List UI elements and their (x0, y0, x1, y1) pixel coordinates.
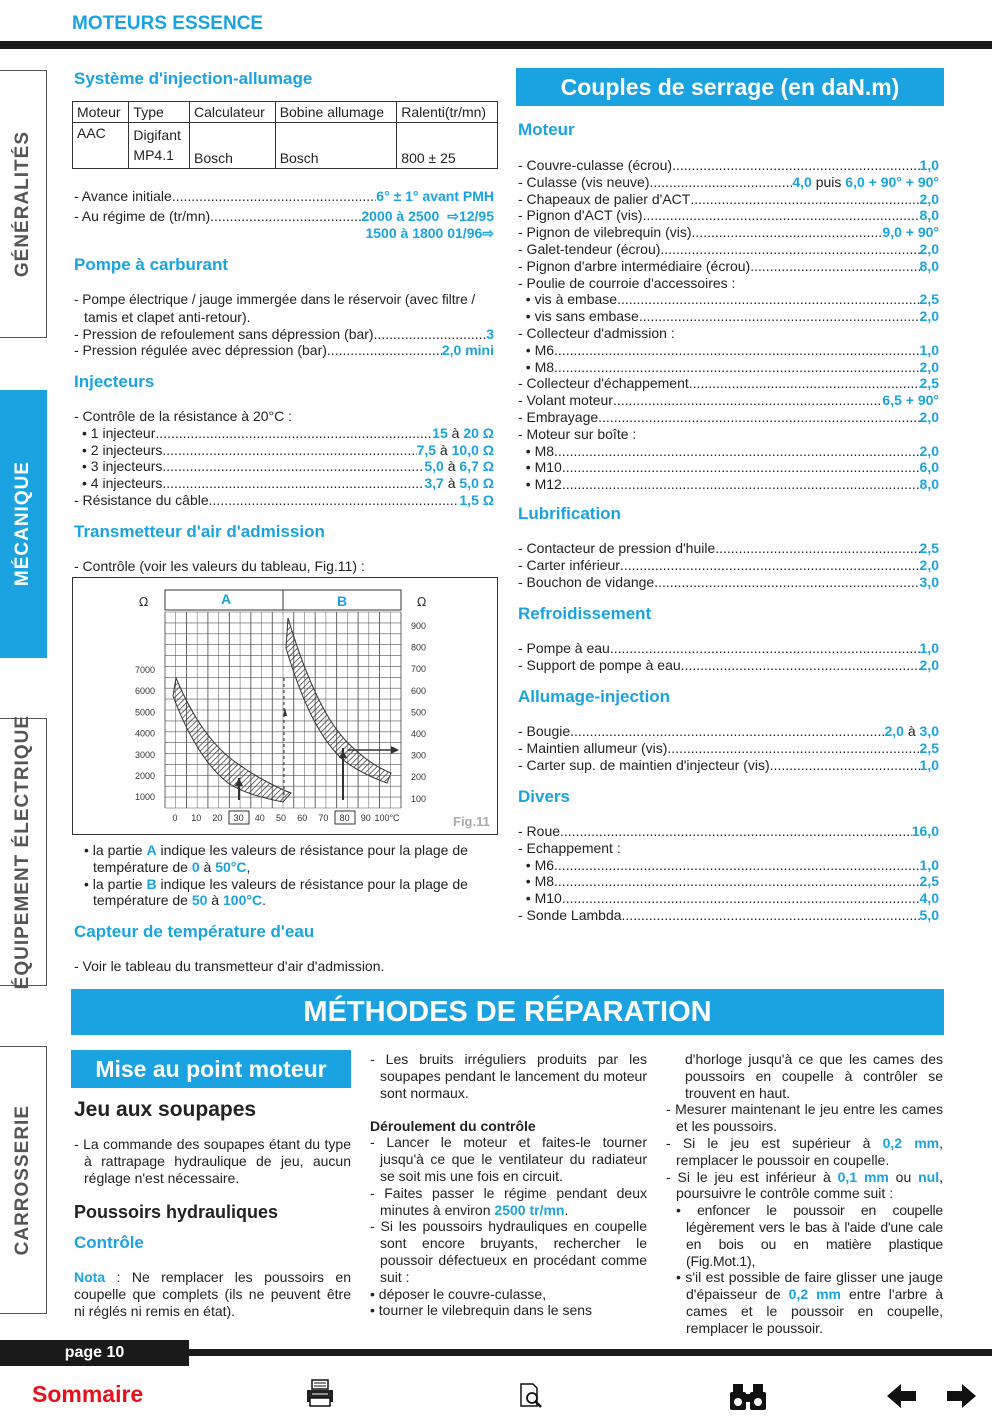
injection-table (72, 101, 498, 169)
right-tick-label: 500 (411, 707, 427, 718)
cable-value: 1,5 Ω (459, 491, 494, 508)
col2-p3-end: . (564, 1201, 569, 1218)
col3-p4-end: , poursuivre le contrôle comme suit : (676, 1168, 943, 1202)
left-tick-label: 4000 (134, 728, 155, 739)
list-item (518, 907, 939, 924)
x-tick-label: 100°C (374, 813, 400, 823)
col3-p5: • enfoncer le poussoir en coupelle légèrement vers le bas à l'aide d'une cale en bois ou en matière plastique (Fig.Mot.1), (676, 1202, 943, 1269)
item-label: • M6 (518, 341, 555, 358)
col3-p3-pre: - Si le jeu est supérieur à (666, 1134, 883, 1151)
regime-value2: 1500 à 1800 01/96⇨ (365, 224, 494, 241)
figure-label: Fig.11 (453, 814, 490, 829)
pompe-title: Pompe à carburant (74, 255, 228, 274)
item-value: 1,0 (919, 756, 939, 773)
col3-p4-val2: nul (918, 1168, 940, 1185)
pompe-l3-label: - Pression de refoulement sans dépression (bar) (74, 325, 374, 342)
item-label: - Chapeaux de palier d'ACT (518, 190, 691, 207)
divers-list (518, 823, 939, 924)
pompe-line1: - Pompe électrique / jauge immergée dans le réservoir (avec filtre / (74, 292, 476, 307)
injecteur-v2: 5,0 Ω (459, 475, 494, 492)
omega-left: Ω (139, 595, 149, 609)
avance-line (74, 188, 494, 205)
item-value2: 6,0 + 90° + 90° (845, 173, 939, 190)
list-item (518, 574, 939, 591)
list-item (518, 657, 939, 674)
item-label: - Moteur sur boîte : (518, 425, 637, 442)
list-item (518, 291, 939, 308)
pompe-l3-value: 3 (486, 325, 494, 342)
col3-p3 (666, 1135, 943, 1169)
item-label: - Maintien allumeur (vis) (518, 739, 668, 756)
tab-label: GÉNÉRALITÉS (12, 130, 33, 278)
item-label: - Embrayage (518, 408, 599, 425)
item-label: - Bouchon de vidange (518, 573, 655, 590)
lubrification-title: Lubrification (518, 504, 621, 523)
left-tick-label: 6000 (134, 686, 155, 697)
item-label: - Carter sup. de maintien d'injecteur (vis) (518, 756, 770, 773)
list-item (518, 443, 939, 460)
item-label: - Collecteur d'échappement (518, 375, 689, 392)
couples-header: Couples de serrage (en daN.m) (516, 68, 944, 106)
arrow-left-icon[interactable] (887, 1384, 917, 1408)
item-label: - Bougie (518, 723, 571, 739)
x-tick-label: 60 (297, 813, 308, 823)
x-tick-label: 0 (172, 813, 178, 823)
item-value: 2,5 (919, 291, 939, 308)
figure-11 (72, 577, 498, 835)
injecteur-sep: à (447, 424, 464, 441)
item-label: - Contacteur de pression d'huile (518, 540, 716, 556)
b1-a: à (199, 858, 216, 875)
nota-text: : Ne remplacer les poussoirs en coupelle que complets (ils ne peuvent être ni réglés ni remis en état). (74, 1269, 351, 1319)
bullet-a (84, 842, 498, 859)
x-tick-label: 80 (339, 813, 350, 823)
refroidissement-list (518, 640, 939, 674)
injecteur-label: • 1 injecteur (82, 424, 156, 441)
tab-label: CARROSSERIE (12, 1104, 33, 1256)
list-item (518, 426, 939, 443)
item-value: 2,0 (919, 442, 939, 459)
col3-p1: d'horloge jusqu'à ce que les cames des poussoirs en coupelle à contrôler se trouvent en haut. (685, 1051, 943, 1101)
b2-v2: 100°C (223, 892, 263, 909)
col3-p6-end: entre l'arbre à cames et le poussoir en coupelle, remplacer le poussoir. (686, 1286, 944, 1336)
b2-mid: indique les valeurs de résistance pour la plage de (156, 875, 468, 892)
controle-title: Contrôle (74, 1233, 144, 1253)
part-b-label: B (337, 593, 348, 609)
item-value: 2,5 (919, 873, 939, 890)
item-label: - Support de pompe à eau (518, 656, 681, 673)
list-item (518, 857, 939, 874)
cable-label: - Résistance du câble (74, 491, 209, 508)
document-search-icon[interactable] (518, 1382, 546, 1410)
methodes-col3 (666, 1051, 943, 1337)
item-value: 9,0 + 90° (882, 224, 939, 241)
item-label: - Pignon d'ACT (vis) (518, 207, 643, 224)
injecteur-v2: 6,7 Ω (459, 458, 494, 475)
x-tick-label: 40 (254, 813, 265, 823)
col3-p4-pre: - Si le jeu est inférieur à (666, 1168, 838, 1185)
item-label: • M10 (518, 890, 562, 907)
item-value: 2,0 (919, 190, 939, 207)
right-axis-ticks (411, 621, 426, 804)
injecteur-sep: à (443, 475, 460, 492)
item-value: 4,0 (919, 890, 939, 907)
item-label: • vis sans embase (518, 308, 639, 325)
regime-line (74, 208, 494, 242)
item-label: • vis à embase (518, 291, 618, 308)
col3-p4-mid: ou (888, 1168, 919, 1185)
regime-value1: 2000 à 2500 (361, 208, 440, 224)
list-item (518, 740, 939, 757)
curve-b-band (286, 618, 391, 783)
list-item (518, 359, 939, 376)
moteur-list (518, 157, 939, 493)
capteur-text: - Voir le tableau du transmetteur d'air d'admission. (74, 958, 385, 974)
item-label: - Collecteur d'admission : (518, 324, 675, 341)
avance-value: 6° ± 1° avant PMH (376, 188, 494, 204)
type-line1: Digifant (133, 127, 181, 143)
item-value: 8,0 (919, 207, 939, 224)
tab-carrosserie[interactable] (0, 1046, 47, 1314)
jeu-text: - La commande des soupapes étant du type à rattrapage hydraulique de jeu, aucun réglage n'est nécessaire. (74, 1136, 351, 1186)
x-tick-label: 30 (233, 813, 244, 823)
b1-mid: indique les valeurs de résistance pour la plage de (156, 842, 468, 858)
binoculars-icon[interactable] (729, 1380, 767, 1412)
item-label: - Galet-tendeur (écrou) (518, 240, 661, 257)
item-label: - Carter inférieur (518, 556, 620, 573)
col2-p2: - Lancer le moteur et faites-le tourner jusqu'à ce que le ventilateur du radiateur se soit mis une fois en circuit. (370, 1134, 647, 1184)
sommaire-link[interactable]: Sommaire (32, 1381, 144, 1407)
list-item (518, 191, 939, 208)
injecteur-label: • 2 injecteurs (82, 441, 163, 458)
injecteur-sep: à (436, 441, 452, 458)
b2-l2-pre: température de (93, 892, 192, 909)
injecteur-v1: 3,7 (424, 475, 444, 492)
transmetteur-title: Transmetteur d'air d'admission (74, 522, 325, 541)
item-value: 16,0 (911, 823, 939, 839)
left-axis-ticks (135, 665, 155, 802)
item-label: - Echappement : (518, 839, 621, 856)
b1-l2-pre: température de (93, 858, 192, 875)
item-label: • M8 (518, 442, 555, 459)
item-label: - Roue (518, 823, 561, 839)
tab-label: ÉQUIPEMENT ÉLECTRIQUE (12, 714, 33, 990)
list-item (518, 873, 939, 890)
bullet-b-line2 (84, 892, 498, 909)
table-header: Type (129, 102, 190, 123)
col3-p3-val: 0,2 mm (882, 1134, 940, 1151)
left-tick-label: 3000 (134, 749, 155, 760)
list-item (518, 258, 939, 275)
col2-p3-val: 2500 tr/mn (494, 1201, 565, 1218)
table-cell: Bosch (275, 123, 397, 169)
header-title: MOTEURS ESSENCE (72, 13, 264, 34)
table-cell (129, 123, 190, 169)
arrow-icon (391, 746, 399, 754)
item-value: 4,0 (792, 173, 812, 190)
right-tick-label: 300 (411, 750, 427, 761)
col2-p4: - Si les poussoirs hydrauliques en coupelle sont encore bruyants, rechercher le poussoir défectueux en procédant comme suit : (370, 1218, 647, 1285)
type-line2: MP4.1 (133, 147, 174, 163)
item-value: 6,0 (919, 459, 939, 476)
col2-p1: - Les bruits irréguliers produits par les soupapes pendant le lancement du moteur sont normaux. (370, 1051, 647, 1101)
item-label: - Couvre-culasse (écrou) (518, 157, 673, 173)
jeu-title: Jeu aux soupapes (74, 1098, 257, 1121)
col3-p4-val: 0,1 mm (837, 1168, 889, 1185)
col2-p6: • tourner le vilebrequin dans le sens (370, 1302, 593, 1319)
list-item (518, 757, 939, 774)
list-item (518, 459, 939, 476)
b1-v1: 0 (191, 858, 200, 875)
item-value: 2,5 (919, 739, 939, 756)
col3-p6 (666, 1269, 943, 1336)
right-tick-label: 100 (411, 793, 427, 804)
item-value: 8,0 (919, 257, 939, 274)
b1-pre: • la partie (84, 842, 147, 858)
item-value: 2,0 (919, 308, 939, 325)
methodes-header: MÉTHODES DE RÉPARATION (71, 989, 944, 1035)
left-tick-label: 2000 (134, 771, 155, 781)
transmetteur-intro: - Contrôle (voir les valeurs du tableau, Fig.11) : (74, 558, 365, 574)
table-header-row (73, 102, 498, 123)
bullet-b (84, 876, 498, 893)
part-a-label: A (221, 591, 232, 607)
x-tick-label: 50 (275, 813, 287, 823)
item-value: 3,0 (919, 573, 939, 590)
item-value: 2,0 (884, 723, 904, 739)
allumage-title: Allumage-injection (518, 687, 671, 706)
item-value: 1,0 (919, 640, 939, 656)
right-tick-label: 200 (411, 772, 427, 783)
bullet-a-line2 (84, 859, 498, 876)
pompe-l4-value: 2,0 mini (441, 342, 494, 359)
item-label: • M6 (518, 856, 555, 873)
list-item (518, 823, 939, 840)
x-tick-label: 10 (191, 813, 202, 823)
resistance-chart (73, 578, 496, 833)
injecteur-sep: à (443, 458, 460, 475)
x-tick-label: 20 (212, 813, 223, 823)
item-value: 2,0 (919, 656, 939, 673)
regime-suffix: ⇨12/95 (447, 208, 494, 224)
list-item (518, 342, 939, 359)
nota-label: Nota (74, 1269, 106, 1286)
nota (74, 1269, 351, 1319)
col3-p6-pre: • s'il est possible de faire glisser une jauge d'épaisseur de (676, 1269, 943, 1303)
tab-equipement-electrique[interactable] (0, 714, 47, 990)
item-label: • M12 (518, 476, 562, 493)
injecteurs-intro: - Contrôle de la résistance à 20°C : (74, 408, 293, 424)
injecteur-label: • 4 injecteurs (82, 475, 163, 492)
capteur-title: Capteur de température d'eau (74, 922, 315, 941)
tab-label: MÉCANIQUE (12, 461, 33, 587)
right-tick-label: 400 (411, 729, 427, 739)
item-value: 2,5 (919, 375, 939, 392)
item-value: 6,5 + 90° (882, 392, 939, 409)
b1-end: , (246, 858, 251, 875)
list-item (518, 241, 939, 258)
b2-end: . (262, 892, 266, 909)
item-label: - Sonde Lambda (518, 906, 622, 923)
item-label: • M8 (518, 873, 555, 890)
tab-generalites[interactable] (0, 70, 47, 338)
methodes-col2 (370, 1051, 647, 1319)
x-tick-label: 70 (318, 813, 329, 823)
col3-p6-val: 0,2 mm (788, 1286, 841, 1303)
list-item (518, 890, 939, 907)
arrow-right-icon[interactable] (946, 1384, 976, 1408)
item-value: 8,0 (919, 476, 939, 493)
table-header: Bobine allumage (275, 102, 397, 123)
col2-p5: • déposer le couvre-culasse, (370, 1285, 547, 1302)
list-item (518, 157, 939, 174)
b2-v1: 50 (191, 892, 208, 909)
list-item (518, 723, 939, 740)
table-row (73, 123, 498, 169)
item-value: 2,0 (919, 556, 939, 573)
moteur-title: Moteur (518, 120, 575, 139)
list-item (518, 224, 939, 241)
divers-title: Divers (518, 787, 570, 806)
avance-label: - Avance initiale (74, 188, 172, 204)
right-tick-label: 700 (411, 664, 427, 675)
right-tick-label: 600 (411, 685, 427, 696)
item-label: - Volant moteur (518, 392, 613, 409)
injecteur-v1: 5,0 (424, 458, 444, 475)
item-suffix: puis (811, 173, 846, 190)
pompe-line2: tamis et clapet anti-retour). (84, 308, 251, 325)
b2-part: B (146, 875, 157, 892)
table-header: Calculateur (190, 102, 276, 123)
list-item (518, 392, 939, 409)
col2-p3 (370, 1185, 647, 1219)
list-item (518, 308, 939, 325)
allumage-list (518, 723, 939, 773)
table-cell: Bosch (190, 123, 276, 169)
item-label: • M8 (518, 358, 555, 375)
b2-pre: • la partie (84, 875, 147, 892)
injecteurs-text (74, 408, 494, 509)
item-value: 2,0 (919, 240, 939, 257)
deroulement-title: Déroulement du contrôle (370, 1118, 536, 1135)
refroidissement-title: Refroidissement (518, 604, 652, 623)
list-item (518, 174, 939, 191)
list-item (518, 557, 939, 574)
col3-p3-end: , remplacer le poussoir en coupelle. (676, 1134, 943, 1168)
item-suffix: à (903, 723, 920, 739)
item-label: - Pignon de vilebrequin (vis) (518, 224, 692, 241)
right-tick-label: 900 (411, 621, 427, 631)
chart-grid (165, 612, 401, 808)
list-item (518, 476, 939, 493)
item-label: - Pompe à eau (518, 640, 610, 656)
table-cell: AAC (73, 123, 129, 169)
list-item (518, 207, 939, 224)
tab-mecanique[interactable] (0, 390, 47, 658)
item-value: 1,0 (919, 341, 939, 358)
injecteurs-title: Injecteurs (74, 372, 155, 391)
item-label: • M10 (518, 459, 562, 476)
pompe-l4-label: - Pression régulée avec dépression (bar) (74, 342, 327, 359)
injecteur-v2: 10,0 Ω (451, 441, 494, 458)
item-value: 2,5 (919, 540, 939, 556)
page-number: page 10 (0, 1340, 189, 1366)
table-header: Moteur (73, 102, 129, 123)
item-value2: 3,0 (919, 723, 939, 739)
injecteur-label: • 3 injecteurs (82, 458, 163, 475)
col3-p2: - Mesurer maintenant le jeu entre les cames et les poussoirs. (666, 1101, 943, 1135)
x-tick-label: 90 (360, 813, 371, 823)
list-item (518, 840, 939, 857)
lubrification-list (518, 540, 939, 590)
table-cell: 800 ± 25 (397, 123, 498, 169)
omega-right: Ω (417, 595, 427, 609)
left-tick-label: 1000 (134, 792, 155, 803)
table-header: Ralenti(tr/mn) (397, 102, 498, 123)
methodes-col1 (74, 1098, 351, 1320)
item-value: 5,0 (919, 906, 939, 923)
x-axis-ticks (172, 813, 400, 823)
left-tick-label: 5000 (134, 707, 155, 718)
item-label: - Pignon d'arbre intermédiaire (écrou) (518, 257, 751, 274)
item-value: 1,0 (919, 856, 939, 873)
col2-p3-pre: - Faites passer le régime pendant deux minutes à environ (370, 1184, 647, 1218)
printer-icon[interactable] (304, 1378, 336, 1408)
mise-au-point-header: Mise au point moteur (71, 1050, 351, 1088)
item-value: 2,0 (919, 358, 939, 375)
injecteur-v2: 20 Ω (463, 424, 494, 441)
list-item (518, 325, 939, 342)
curve-a-band (173, 678, 291, 802)
b1-part: A (146, 842, 157, 858)
b1-v2: 50°C (215, 858, 247, 875)
b2-a: à (207, 892, 223, 909)
regime-label: - Au régime de (tr/mn) (74, 208, 211, 224)
list-item (518, 409, 939, 426)
poussoirs-title: Poussoirs hydrauliques (74, 1202, 279, 1223)
left-tick-label: 7000 (134, 665, 155, 675)
injecteur-v1: 15 (432, 424, 448, 441)
pompe-text (74, 292, 498, 359)
item-value: 1,0 (919, 157, 939, 173)
transmetteur-bullets (84, 842, 498, 909)
item-label: - Culasse (vis neuve) (518, 173, 650, 190)
list-item (518, 540, 939, 557)
item-value: 2,0 (919, 408, 939, 425)
right-tick-label: 800 (411, 642, 427, 653)
injecteur-v1: 7,5 (416, 441, 437, 458)
list-item (518, 375, 939, 392)
list-item (518, 275, 939, 292)
col3-p4 (666, 1169, 943, 1203)
header-rule (0, 41, 992, 49)
item-label: - Poulie de courroie d'accessoires : (518, 274, 736, 291)
list-item (518, 640, 939, 657)
injection-title: Système d'injection-allumage (74, 69, 313, 88)
